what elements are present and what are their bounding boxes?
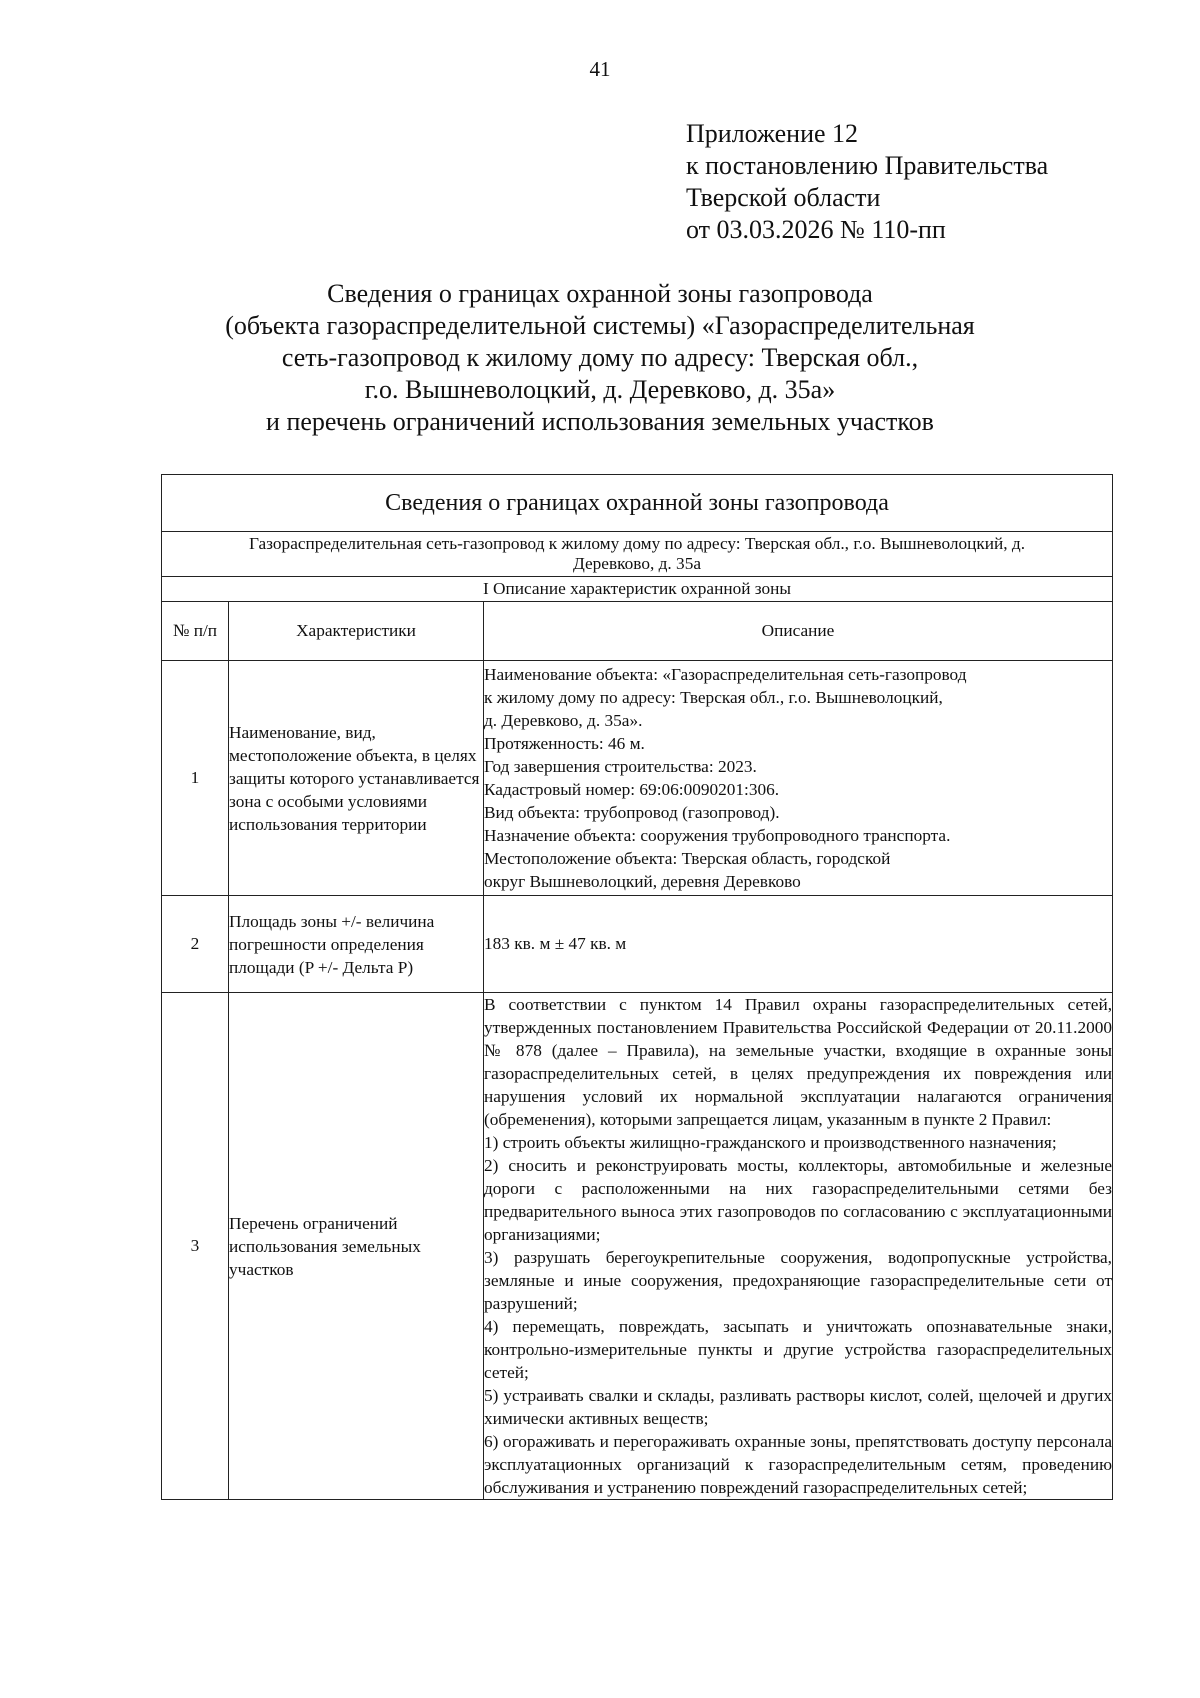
row-number: 1 [162,661,229,896]
restriction-paragraph: 3) разрушать берегоукрепительные сооружения, водопропускные устройства, земляные и иные сооружения, предохраняющие газораспределительные сети от разрушений; [484,1248,1113,1313]
restriction-paragraph: 6) огораживать и перегораживать охранные зоны, препятствовать доступу персонала эксплуатационных организаций к газораспределительным сетям, проведению обслуживания и устранению повреждений газораспределительных сетей; [484,1432,1113,1497]
section-heading: I Описание характеристик охранной зоны [162,577,1113,602]
object-name-line: Деревково, д. 35а [573,554,702,573]
restriction-paragraph: 5) устраивать свалки и склады, разливать растворы кислот, солей, щелочей и других химически активных веществ; [484,1386,1113,1428]
appendix-line: Тверской области [686,183,881,212]
table-caption: Сведения о границах охранной зоны газопровода [162,475,1113,532]
restriction-paragraph: В соответствии с пунктом 14 Правил охраны газораспределительных сетей, утвержденных постановлением Правительства Российской Федерации от 20.11.2000 № 878 (далее – Правила), на земельные участки, входящие в охранные зоны газораспределительных сетей, в целях предупреждения их повреждения или нарушения условий их нормальной эксплуатации налагаются ограничения (обременения), которыми запрещается лицам, указанным в пункте 2 Правил: [484,995,1113,1129]
table-row [162,896,1113,993]
title-line: сеть-газопровод к жилому дому по адресу: Тверская обл., [281,343,919,372]
description-line: Назначение объекта: сооружения трубопроводного транспорта. [484,826,951,845]
table-header-row [162,602,1113,661]
object-name-row [162,532,1113,577]
row-characteristic: Площадь зоны +/- величина погрешности определения площади (P +/- Дельта P) [229,896,484,993]
description-line: Наименование объекта: «Газораспределительная сеть-газопровод [484,665,967,684]
description-line: Кадастровый номер: 69:06:0090201:306. [484,780,780,799]
header-characteristics: Характеристики [229,602,484,661]
description-line: округ Вышневолоцкий, деревня Деревково [484,872,801,891]
row-description [484,661,1113,896]
description-line: д. Деревково, д. 35а». [484,711,643,730]
restriction-paragraph: 2) сносить и реконструировать мосты, коллекторы, автомобильные и железные дороги с расположенными на них газораспределительными сетями без предварительного выноса этих газопроводов по согласованию с эксплуатационными организациями; [484,1156,1113,1244]
description-line: Местоположение объекта: Тверская область, городской [484,849,891,868]
title-line: и перечень ограничений использования земельных участков [266,407,934,436]
document-title [0,278,1200,438]
title-line: (объекта газораспределительной системы) «Газораспределительная [225,311,975,340]
description-line: Год завершения строительства: 2023. [484,757,757,776]
table-row [162,993,1113,1500]
row-description: 183 кв. м ± 47 кв. м [484,896,1113,993]
table-row [162,661,1113,896]
row-number: 2 [162,896,229,993]
title-line: Сведения о границах охранной зоны газопровода [327,279,873,308]
row-characteristic: Наименование, вид, местоположение объекта, в целях защиты которого устанавливается зона с особыми условиями использования территории [229,661,484,896]
description-line: Протяженность: 46 м. [484,734,645,753]
restriction-paragraph: 1) строить объекты жилищно-гражданского и производственного назначения; [484,1133,1057,1152]
page-number: 41 [589,57,611,81]
description-line: к жилому дому по адресу: Тверская обл., г.о. Вышневолоцкий, [484,688,943,707]
appendix-line: к постановлению Правительства [686,151,1049,180]
description-line: Вид объекта: трубопровод (газопровод). [484,803,780,822]
restriction-paragraph: 4) перемещать, повреждать, засыпать и уничтожать опознавательные знаки, контрольно-измерительные пункты и другие устройства газораспределительных сетей; [484,1317,1113,1382]
row-description [484,993,1113,1500]
appendix-line: от 03.03.2026 № 110-пп [686,215,946,244]
row-characteristic: Перечень ограничений использования земельных участков [229,993,484,1500]
appendix-block [686,118,1048,246]
appendix-line: Приложение 12 [686,119,859,148]
row-number: 3 [162,993,229,1500]
title-line: г.о. Вышневолоцкий, д. Деревково, д. 35а» [364,375,836,404]
header-description: Описание [484,602,1113,661]
header-num: № п/п [162,602,229,661]
object-name-line: Газораспределительная сеть-газопровод к жилому дому по адресу: Тверская обл., г.о. Вышневолоцкий, д. [248,534,1026,553]
protection-zone-table [161,474,1113,1500]
